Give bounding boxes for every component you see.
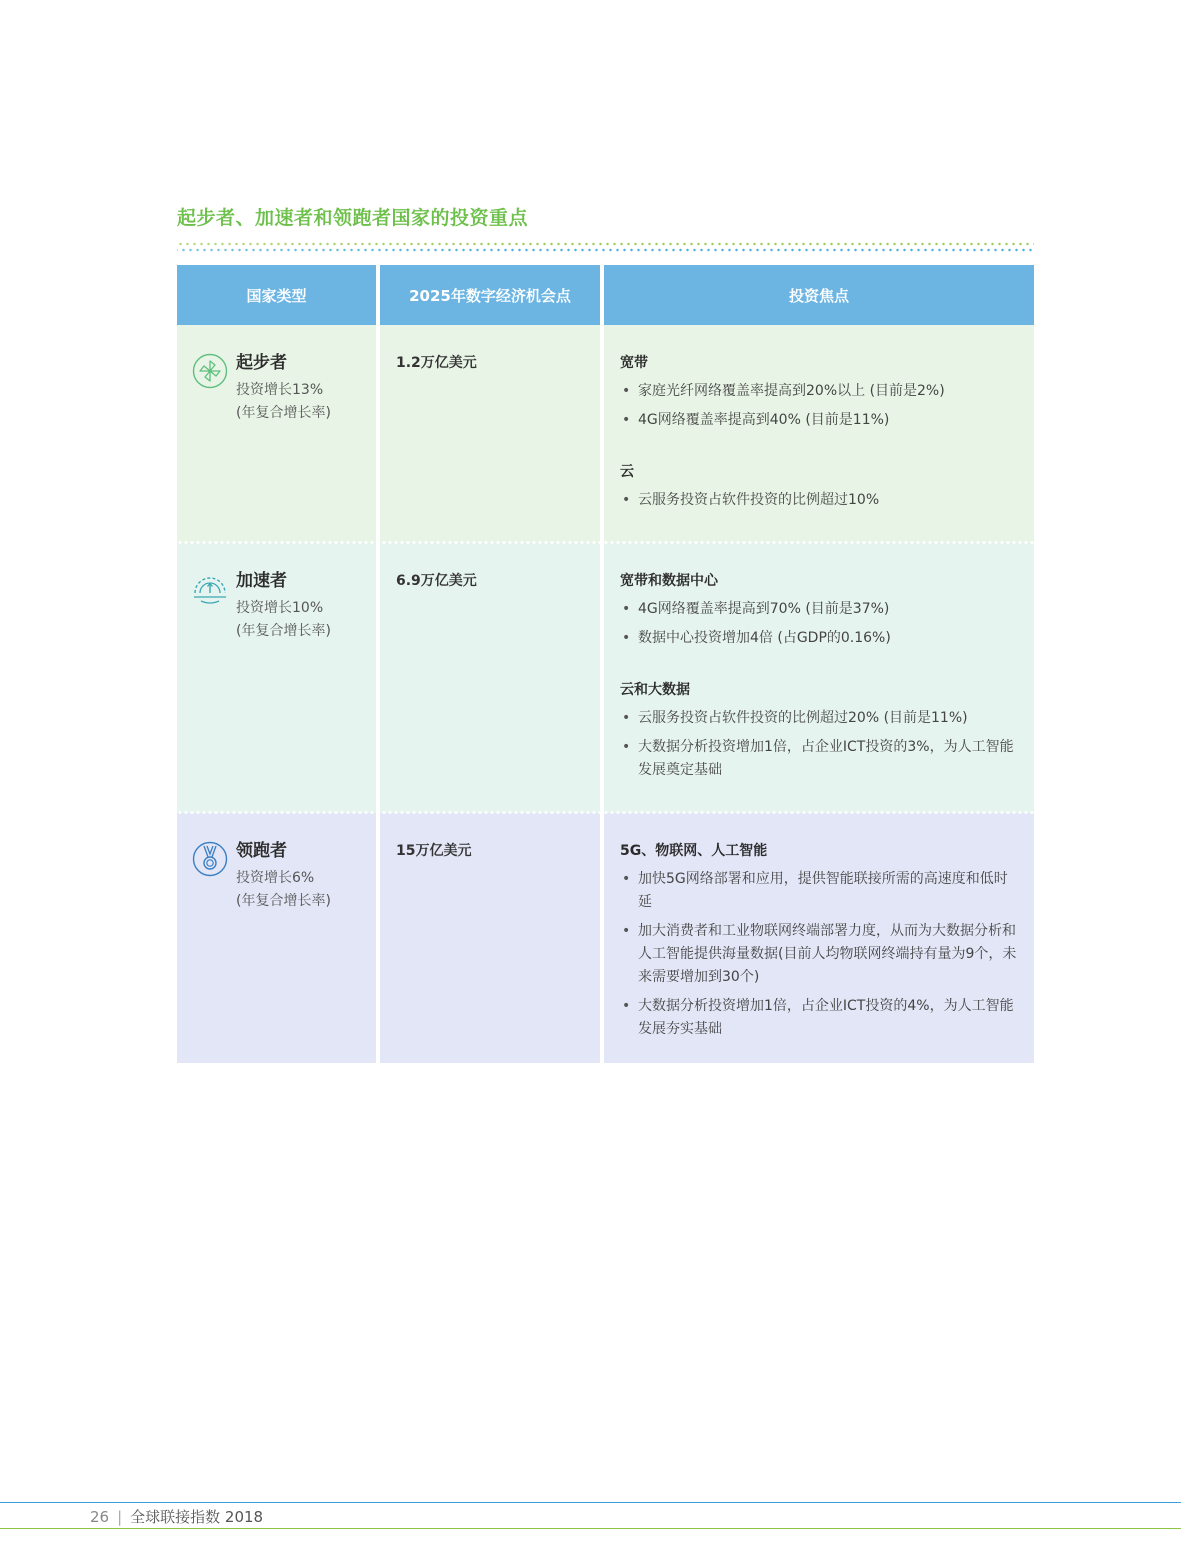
country-type-name: 起步者 [236, 353, 287, 373]
header-opportunity: 2025年数字经济机会点 [380, 265, 600, 325]
country-type-cell [177, 813, 376, 1063]
dotted-divider [177, 241, 1034, 253]
focus-title: 云 [620, 464, 634, 480]
focus-item: • 云服务投资占软件投资的比例超过10% [620, 489, 1020, 512]
row-separator [177, 811, 1034, 814]
focus-title: 宽带 [620, 355, 648, 371]
footer-rule-blue [0, 1502, 1181, 1503]
growth-note: (年复合增长率) [236, 405, 331, 421]
focus-cell [604, 325, 1034, 543]
growth-note: (年复合增长率) [236, 623, 331, 639]
header-investment-focus: 投资焦点 [604, 265, 1034, 325]
header-country-type: 国家类型 [177, 265, 376, 325]
focus-group [620, 462, 1020, 512]
focus-item: • 加大消费者和工业物联网终端部署力度，从而为大数据分析和人工智能提供海量数据(目前人均物联网终端持有量为9个，未来需要增加到30个) [620, 920, 1020, 989]
focus-cell [604, 813, 1034, 1063]
page-footer [90, 1506, 263, 1527]
focus-title: 5G、物联网、人工智能 [620, 843, 768, 859]
focus-item: • 4G网络覆盖率提高到40% (目前是11%) [620, 409, 1020, 432]
focus-item: • 4G网络覆盖率提高到70% (目前是37%) [620, 598, 1020, 621]
focus-item: • 大数据分析投资增加1倍，占企业ICT投资的4%，为人工智能发展夯实基础 [620, 995, 1020, 1041]
focus-group [620, 680, 1020, 782]
investment-table [177, 265, 1034, 1063]
focus-group [620, 353, 1020, 432]
table-row [177, 813, 1034, 1063]
growth-note: (年复合增长率) [236, 893, 331, 909]
medal-icon [192, 841, 228, 877]
growth-rate: 投资增长10% [236, 600, 324, 616]
focus-item: • 家庭光纤网络覆盖率提高到20%以上 (目前是2%) [620, 380, 1020, 403]
section-title: 起步者、加速者和领跑者国家的投资重点 [177, 207, 529, 229]
table-row [177, 543, 1034, 813]
growth-rate: 投资增长13% [236, 382, 324, 398]
focus-cell [604, 543, 1034, 813]
page-number: 26 [90, 1507, 110, 1526]
footer-separator: | [117, 1507, 123, 1526]
footer-rule-green [0, 1528, 1181, 1529]
row-separator [177, 541, 1034, 544]
speedometer-icon [192, 571, 228, 607]
publication-title: 全球联接指数 2018 [130, 1508, 264, 1526]
focus-group [620, 571, 1020, 650]
growth-rate: 投资增长6% [236, 870, 315, 886]
opportunity-value: 1.2万亿美元 [380, 325, 600, 543]
windmill-icon [192, 353, 228, 389]
table-header-row [177, 265, 1034, 325]
opportunity-value: 6.9万亿美元 [380, 543, 600, 813]
country-type-cell [177, 325, 376, 543]
focus-group [620, 841, 1020, 1041]
focus-title: 宽带和数据中心 [620, 573, 718, 589]
focus-item: • 大数据分析投资增加1倍，占企业ICT投资的3%，为人工智能发展奠定基础 [620, 736, 1020, 782]
country-type-name: 领跑者 [236, 841, 287, 861]
table-row [177, 325, 1034, 543]
focus-title: 云和大数据 [620, 682, 690, 698]
opportunity-value: 15万亿美元 [380, 813, 600, 1063]
country-type-name: 加速者 [236, 571, 287, 591]
country-type-cell [177, 543, 376, 813]
focus-item: • 云服务投资占软件投资的比例超过20% (目前是11%) [620, 707, 1020, 730]
focus-item: • 加快5G网络部署和应用，提供智能联接所需的高速度和低时延 [620, 868, 1020, 914]
focus-item: • 数据中心投资增加4倍 (占GDP的0.16%) [620, 627, 1020, 650]
